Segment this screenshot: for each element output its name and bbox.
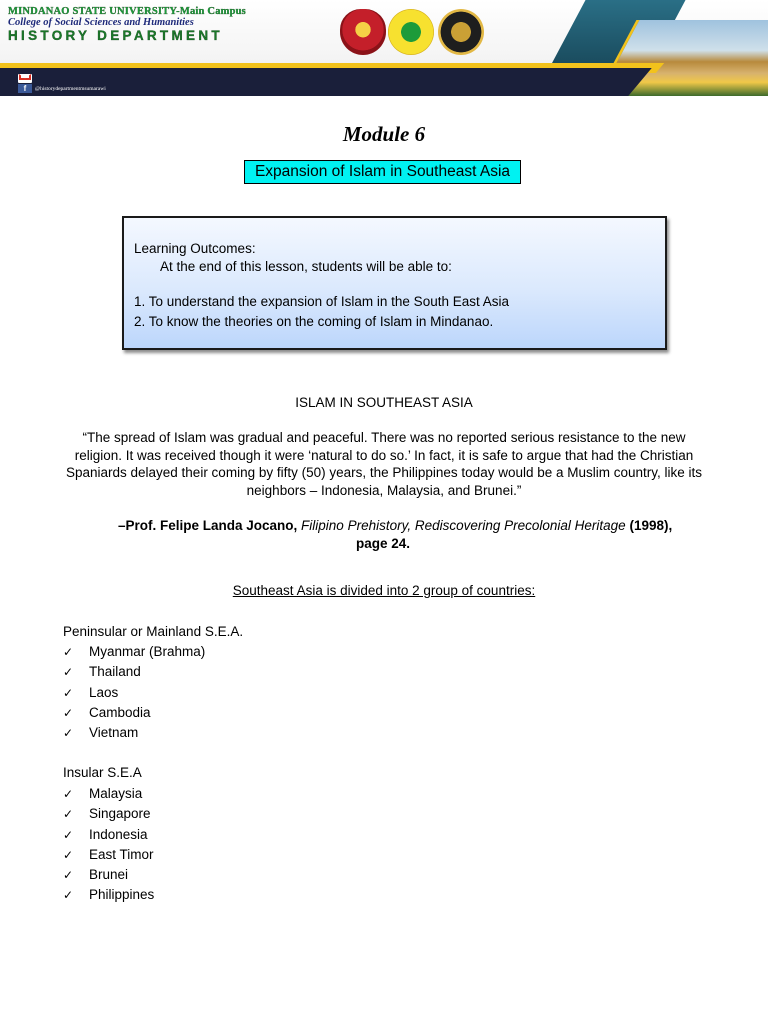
insular-country-list bbox=[63, 785, 154, 907]
country-name: East Timor bbox=[89, 846, 154, 862]
university-seal-icon bbox=[340, 9, 386, 55]
list-item bbox=[63, 886, 154, 906]
check-icon: ✓ bbox=[63, 685, 74, 700]
learning-outcomes-box bbox=[122, 216, 667, 350]
check-icon: ✓ bbox=[63, 868, 74, 883]
attribution-book: Filipino Prehistory, Rediscovering Precolonial Heritage bbox=[301, 518, 626, 533]
attribution-page: page 24. bbox=[356, 536, 411, 551]
check-icon: ✓ bbox=[63, 827, 74, 842]
list-item bbox=[63, 724, 205, 744]
college-seal-icon bbox=[438, 9, 484, 55]
list-item bbox=[63, 785, 154, 805]
quote-paragraph: “The spread of Islam was gradual and peaceful. There was no reported serious resistance to the new religion. It was received though it were ‘natural to do so.’ In fact, it is safe to argue that had the Christian Spaniards delayed their coming by fifty (50) years, the Philippines today would be a Muslim country, like its neighbors – Indonesia, Malaysia, and Brunei.” bbox=[65, 430, 703, 498]
attribution-author: –Prof. Felipe Landa Jocano, bbox=[118, 518, 302, 533]
country-name: Malaysia bbox=[89, 786, 143, 801]
check-icon: ✓ bbox=[63, 726, 74, 741]
check-icon: ✓ bbox=[63, 705, 74, 720]
list-item bbox=[63, 684, 205, 704]
list-item bbox=[63, 663, 205, 683]
check-icon: ✓ bbox=[63, 787, 74, 801]
university-name: MINDANAO STATE UNIVERSITY-Main Campus bbox=[8, 6, 246, 17]
country-name: Indonesia bbox=[89, 826, 148, 842]
facebook-handle: @historydepartmentmsumarawi bbox=[35, 85, 106, 92]
country-name: Cambodia bbox=[89, 704, 151, 720]
country-name: Myanmar (Brahma) bbox=[89, 644, 206, 659]
learning-outcome-item: 1. To understand the expansion of Islam in the South East Asia bbox=[134, 294, 509, 309]
country-name: Thailand bbox=[89, 664, 141, 680]
list-item bbox=[63, 846, 154, 866]
country-name: Vietnam bbox=[89, 725, 139, 741]
department-seal-icon bbox=[388, 9, 434, 55]
list-item bbox=[63, 805, 154, 825]
college-name: College of Social Sciences and Humanities bbox=[8, 17, 194, 28]
facebook-contact[interactable] bbox=[18, 84, 106, 93]
country-name: Brunei bbox=[89, 867, 129, 883]
check-icon: ✓ bbox=[63, 665, 74, 680]
mainland-heading: Peninsular or Mainland S.E.A. bbox=[63, 624, 244, 639]
mainland-country-list bbox=[63, 643, 205, 744]
header-banner bbox=[0, 0, 768, 96]
country-name: Singapore bbox=[89, 806, 151, 822]
gmail-contact[interactable] bbox=[18, 74, 32, 83]
insular-heading: Insular S.E.A bbox=[63, 765, 142, 780]
facebook-icon: f bbox=[18, 84, 32, 93]
list-item bbox=[63, 826, 154, 846]
learning-outcomes-intro: At the end of this lesson, students will be able to: bbox=[160, 259, 452, 274]
list-item bbox=[63, 866, 154, 886]
list-item bbox=[63, 704, 205, 724]
gmail-icon bbox=[18, 74, 32, 83]
topic-title: Expansion of Islam in Southeast Asia bbox=[244, 160, 521, 184]
check-icon: ✓ bbox=[63, 807, 74, 822]
check-icon: ✓ bbox=[63, 888, 74, 903]
attribution-year: (1998), bbox=[625, 518, 673, 533]
module-title: Module 6 bbox=[342, 122, 426, 146]
country-name: Laos bbox=[89, 684, 119, 700]
check-icon: ✓ bbox=[63, 645, 74, 659]
learning-outcomes-heading: Learning Outcomes: bbox=[134, 241, 256, 256]
groups-intro: Southeast Asia is divided into 2 group of countries: bbox=[232, 583, 536, 598]
check-icon: ✓ bbox=[63, 847, 74, 862]
list-item bbox=[63, 643, 205, 663]
country-name: Philippines bbox=[89, 887, 155, 903]
learning-outcome-item: 2. To know the theories on the coming of Islam in Mindanao. bbox=[134, 314, 494, 329]
section-heading: ISLAM IN SOUTHEAST ASIA bbox=[295, 395, 473, 410]
quote-attribution bbox=[118, 517, 708, 553]
department-name: HISTORY DEPARTMENT bbox=[8, 28, 223, 43]
